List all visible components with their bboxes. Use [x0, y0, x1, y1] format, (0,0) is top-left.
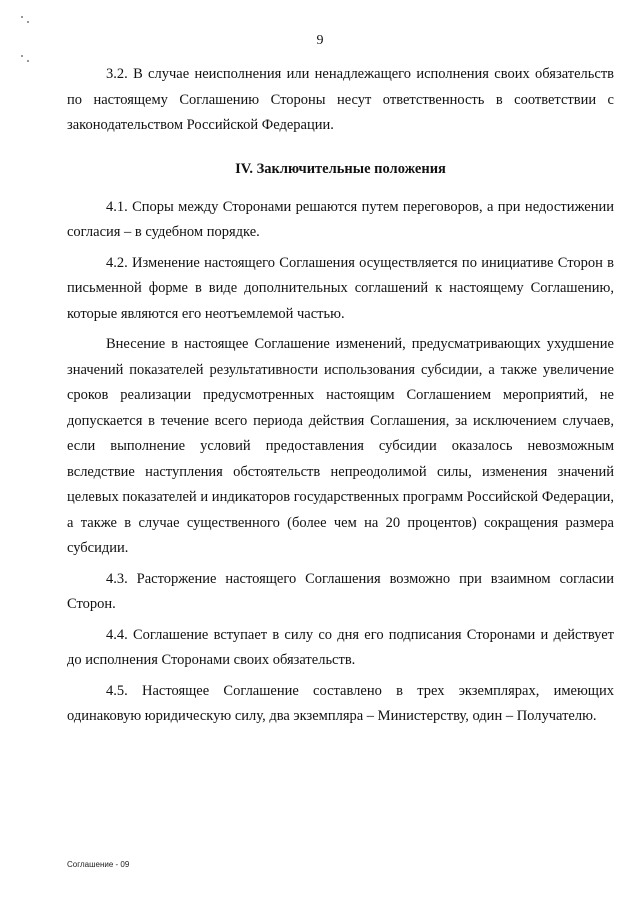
paragraph-4-5: 4.5. Настоящее Соглашение составлено в трех экземплярах, имеющих одинаковую юридическую силу, два экземпляра – Министерству, один – Получателю. [67, 682, 614, 724]
scan-speck [21, 16, 23, 18]
paragraph-3-2: 3.2. В случае неисполнения или ненадлежащего исполнения своих обязательств по настоящему Соглашению Стороны несут ответственность в соответствии с законодательством Российской Федерации. [67, 66, 614, 133]
scan-speck [21, 55, 23, 57]
paragraph-4-2-amendments: Внесение в настоящее Соглашение изменений, предусматривающих ухудшение значений показателей результативности использования субсидии, а также увеличение сроков реализации предусмотренных настоящим Соглашением мероприятий, не допускается в течение всего периода действия Соглашения, за исключением случаев, если выполнение условий предоставления субсидии оказалось невозможным вследствие наступления обстоятельств непреодолимой силы, изменения значений целевых показателей и индикаторов государственных программ Российской Федерации, а также в случае существенного (более чем на 20 процентов) сокращения размера субсидии. [67, 336, 614, 556]
scan-speck [27, 60, 29, 62]
page-number: 9 [316, 33, 324, 48]
paragraph-4-3: 4.3. Расторжение настоящего Соглашения возможно при взаимном согласии Сторон. [67, 570, 614, 612]
scan-speck [27, 21, 29, 23]
section-heading: IV. Заключительные положения [235, 160, 446, 177]
footer-label: Соглашение - 09 [67, 860, 130, 869]
paragraph-4-1: 4.1. Споры между Сторонами решаются путем переговоров, а при недостижении согласия – в судебном порядке. [67, 198, 614, 240]
document-body [67, 62, 614, 735]
paragraph-4-4: 4.4. Соглашение вступает в силу со дня его подписания Сторонами и действует до исполнения Сторонами своих обязательств. [67, 626, 614, 668]
paragraph-4-2: 4.2. Изменение настоящего Соглашения осуществляется по инициативе Сторон в письменной форме в виде дополнительных соглашений к настоящему Соглашению, которые являются его неотъемлемой частью. [67, 254, 614, 322]
